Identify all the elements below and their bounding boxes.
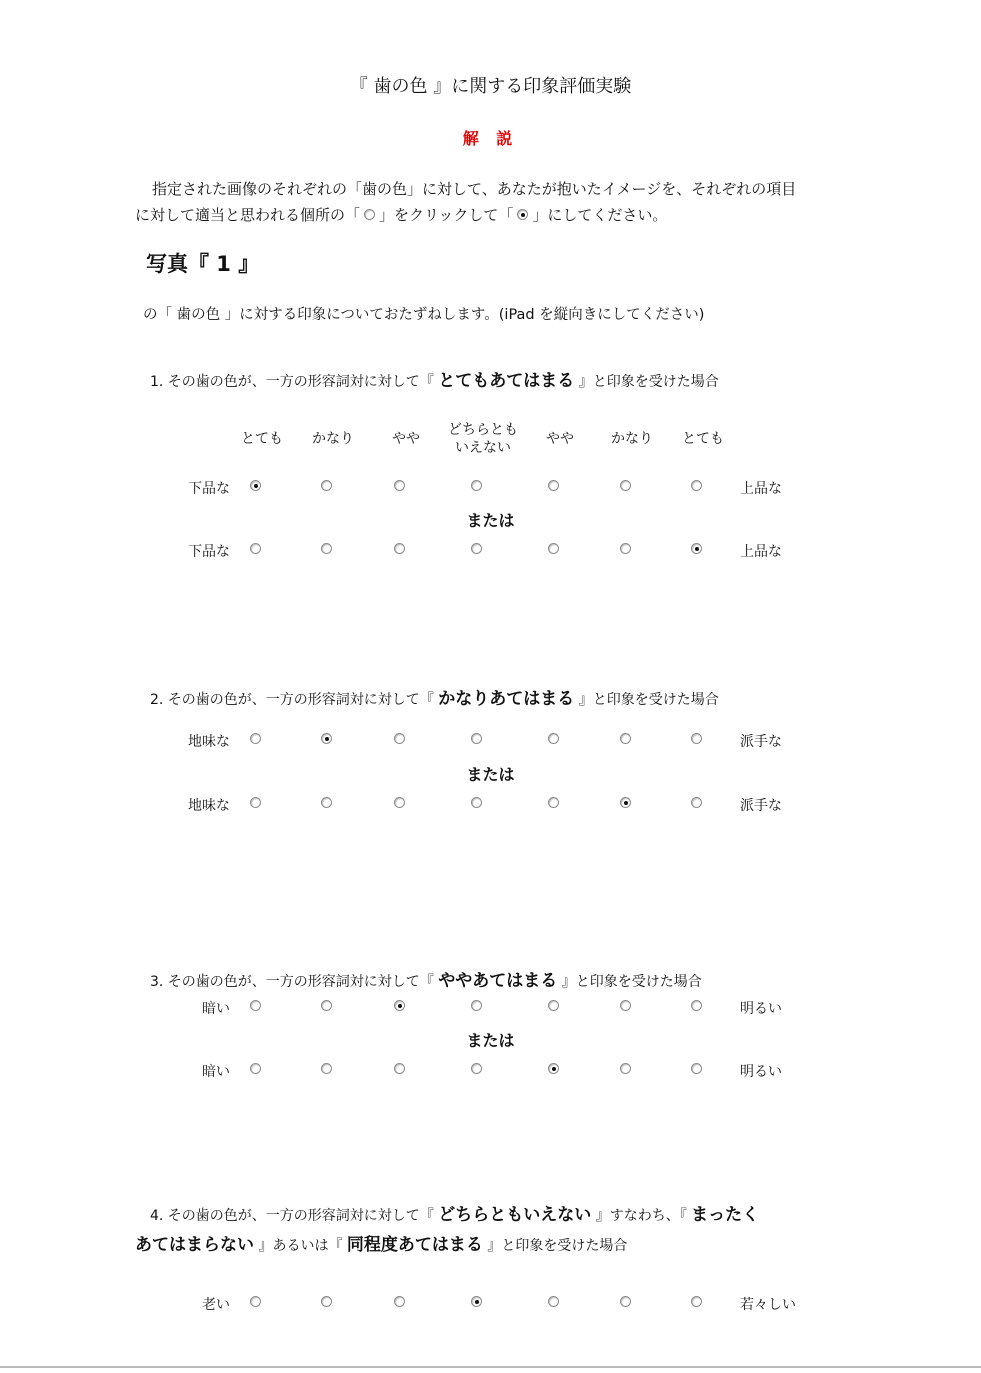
q2-row-1-radio-2[interactable] [321,733,332,744]
question-3-text [150,966,702,991]
q2-row-2-radio-6[interactable] [620,797,631,808]
q3-row-1-radio-1[interactable] [250,1000,261,1011]
question-2-text [150,684,719,709]
q3-row-2-radio-1[interactable] [250,1063,261,1074]
q2-pre: 2. その歯の色が、一方の形容詞対に対して『 [150,692,439,708]
question-1-text [150,366,719,391]
q1-row-1-radio-1[interactable] [250,480,261,491]
q1-row-2-radio-1[interactable] [250,543,261,554]
q3-row-2-right-adjective: 明るい [740,1064,782,1080]
unselected-radio-example-icon [363,208,376,221]
q1-row-2-radio-4[interactable] [471,543,482,554]
q4-mid: 』すなわち、『 [591,1208,692,1224]
q4-row-1-radio-2[interactable] [321,1296,332,1307]
q2-row-1-radio-4[interactable] [471,733,482,744]
q2-row-1-radio-7[interactable] [691,733,702,744]
q4-row-1-radio-1[interactable] [250,1296,261,1307]
q3-post: 』と印象を受けた場合 [557,974,702,990]
q3-pre: 3. その歯の色が、一方の形容詞対に対して『 [150,974,439,990]
page-subtitle: 解 説 [462,129,519,148]
q2-row-1-left-adjective: 地味な [188,734,230,750]
q2-row-1-radio-6[interactable] [620,733,631,744]
q1-row-1-radio-5[interactable] [548,480,559,491]
q4-mid2: 』あるいは『 [254,1238,347,1254]
q3-row-2-radio-2[interactable] [321,1063,332,1074]
q3-row-1-radio-5[interactable] [548,1000,559,1011]
instructions-line-2 [135,204,667,225]
q1-row-1-radio-2[interactable] [321,480,332,491]
q4-row-1-right-adjective: 若々しい [740,1297,796,1313]
scale-header-2: やや [392,431,420,447]
q4-emphasis-3: 同程度あてはまる [346,1235,483,1255]
q1-row-1-left-adjective: 下品な [188,481,230,497]
q1-row-1-right-adjective: 上品な [740,481,782,497]
q4-emphasis-2a: まったく [691,1205,760,1225]
q1-emphasis: とてもあてはまる [438,371,575,391]
page-title: 『 歯の色 』に関する印象評価実験 [349,76,632,97]
q3-row-2-radio-3[interactable] [394,1063,405,1074]
q3-row-1-radio-2[interactable] [321,1000,332,1011]
q2-row-2-radio-2[interactable] [321,797,332,808]
q3-row-1-radio-3[interactable] [394,1000,405,1011]
q1-row-1-radio-4[interactable] [471,480,482,491]
question-4-text-line-1 [150,1200,759,1225]
or-label-2: または [466,765,515,784]
q3-row-1-radio-6[interactable] [620,1000,631,1011]
q3-row-2-left-adjective: 暗い [202,1064,230,1080]
scale-header-5: かなり [611,431,653,447]
q2-row-1-radio-1[interactable] [250,733,261,744]
q1-row-2-radio-6[interactable] [620,543,631,554]
or-label-3: または [466,1031,515,1050]
q4-row-1-radio-6[interactable] [620,1296,631,1307]
q1-row-2-radio-5[interactable] [548,543,559,554]
q3-row-2-radio-4[interactable] [471,1063,482,1074]
q3-row-1-left-adjective: 暗い [202,1001,230,1017]
q2-row-2-radio-1[interactable] [250,797,261,808]
question-4-text-line-2 [135,1230,627,1255]
scale-header-1: かなり [312,431,354,447]
q1-row-2-radio-7[interactable] [691,543,702,554]
or-label-1: または [466,511,515,530]
q3-row-1-right-adjective: 明るい [740,1001,782,1017]
scale-header-0: とても [241,431,283,447]
q4-emphasis-2b: あてはまらない [135,1235,254,1255]
q4-row-1-left-adjective: 老い [202,1297,230,1313]
q1-post: 』と印象を受けた場合 [574,374,719,390]
instructions-text-c: 」にしてください。 [532,206,668,224]
q4-post: 』と印象を受けた場合 [482,1238,628,1254]
q3-row-1-radio-7[interactable] [691,1000,702,1011]
q3-row-2-radio-5[interactable] [548,1063,559,1074]
q2-emphasis: かなりあてはまる [438,689,575,709]
q2-row-1-radio-5[interactable] [548,733,559,744]
about-text: の「 歯の色 」に対する印象についておたずねします。(iPad を縦向きにしてください) [143,307,705,323]
q1-row-2-left-adjective: 下品な [188,544,230,560]
q1-row-2-radio-3[interactable] [394,543,405,554]
q2-post: 』と印象を受けた場合 [574,692,719,708]
page-bottom-divider [0,1366,981,1368]
q2-row-1-radio-3[interactable] [394,733,405,744]
q2-row-2-left-adjective: 地味な [188,798,230,814]
q4-row-1-radio-7[interactable] [691,1296,702,1307]
photo-label: 写真『 1 』 [146,252,260,276]
q3-row-2-radio-6[interactable] [620,1063,631,1074]
q1-row-1-radio-7[interactable] [691,480,702,491]
q3-row-2-radio-7[interactable] [691,1063,702,1074]
scale-header-6: とても [682,431,724,447]
q4-pre: 4. その歯の色が、一方の形容詞対に対して『 [150,1208,439,1224]
q2-row-2-radio-3[interactable] [394,797,405,808]
scale-header-3: どちらとも いえない [448,422,518,456]
q2-row-2-radio-5[interactable] [548,797,559,808]
selected-radio-example-icon [516,208,529,221]
q1-pre: 1. その歯の色が、一方の形容詞対に対して『 [150,374,439,390]
scale-header-4: やや [546,431,574,447]
q4-emphasis: どちらともいえない [438,1205,592,1225]
q2-row-2-radio-7[interactable] [691,797,702,808]
q4-row-1-radio-4[interactable] [471,1296,482,1307]
instructions-line-1: 指定された画像のそれぞれの「歯の色」に対して、あなたが抱いたイメージを、それぞれの項目 [152,180,797,198]
q4-row-1-radio-3[interactable] [394,1296,405,1307]
q4-row-1-radio-5[interactable] [548,1296,559,1307]
q3-row-1-radio-4[interactable] [471,1000,482,1011]
instructions-text-b: 」をクリックして「 [379,206,514,224]
q1-row-2-radio-2[interactable] [321,543,332,554]
instructions-text-a: に対して適当と思われる個所の「 [135,206,361,224]
q1-row-1-radio-3[interactable] [394,480,405,491]
q1-row-1-radio-6[interactable] [620,480,631,491]
q2-row-2-right-adjective: 派手な [740,798,782,814]
q3-emphasis: ややあてはまる [438,971,558,991]
q2-row-2-radio-4[interactable] [471,797,482,808]
q1-row-2-right-adjective: 上品な [740,544,782,560]
q2-row-1-right-adjective: 派手な [740,734,782,750]
